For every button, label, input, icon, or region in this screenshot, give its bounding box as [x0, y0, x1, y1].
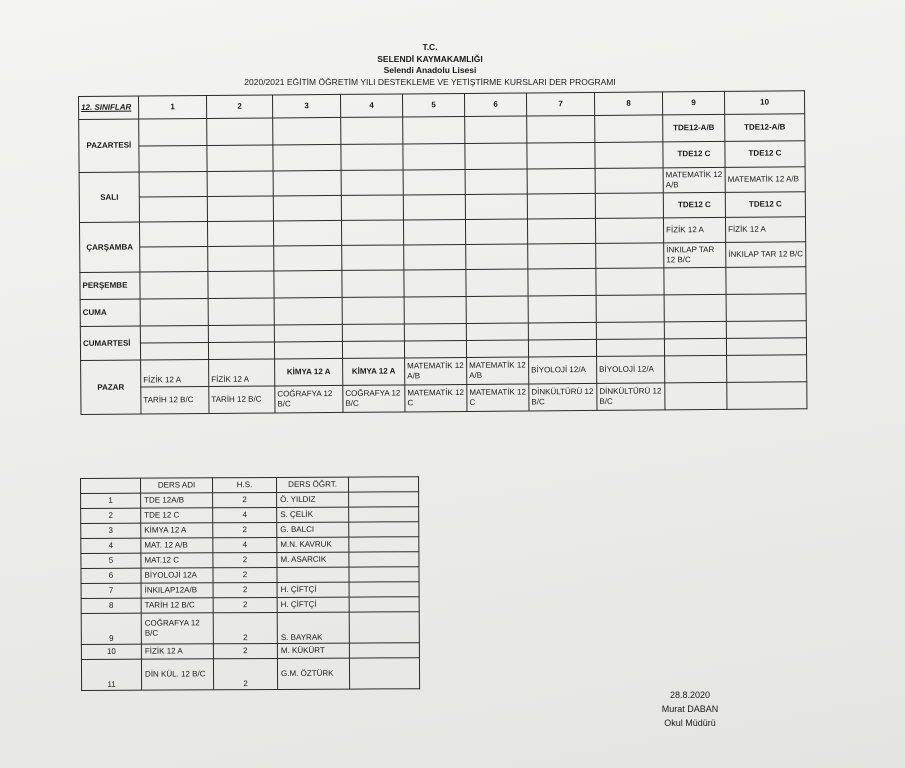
schedule-cell: MATEMATİK 12 C — [405, 384, 467, 411]
signature-date: 28.8.2020 — [669, 690, 711, 700]
schedule-cell: TDE12-A/B — [725, 114, 805, 141]
day-label-wednesday: ÇARŞAMBA — [79, 222, 139, 272]
table-row — [81, 492, 419, 509]
course-hours: 2 — [213, 522, 277, 537]
schedule-cell — [466, 323, 528, 340]
schedule-cell — [341, 170, 403, 195]
row-number: 6 — [81, 568, 141, 583]
row-number: 10 — [81, 644, 141, 659]
schedule-cell: MATEMATİK 12 C — [467, 384, 529, 411]
day-label-sunday: PAZAR — [81, 360, 141, 414]
period-header: 8 — [594, 92, 662, 116]
empty-cell — [349, 597, 419, 612]
course-hours: 2 — [213, 552, 277, 567]
schedule-cell — [207, 144, 273, 171]
schedule-cell — [466, 340, 528, 357]
schedule-cell — [404, 340, 466, 357]
period-header: 4 — [340, 94, 402, 117]
schedule-cell — [208, 342, 274, 360]
schedule-cell: TDE12 C — [725, 192, 805, 218]
schedule-cell: KİMYA 12 A — [275, 358, 343, 386]
table-row — [81, 612, 419, 645]
schedule-cell — [207, 118, 273, 145]
course-hours: 2 — [213, 658, 277, 689]
schedule-cell — [139, 221, 207, 247]
schedule-cell — [140, 325, 208, 343]
schedule-cell — [273, 195, 341, 221]
course-hours: 2 — [213, 492, 277, 507]
schedule-cell: COĞRAFYA 12 B/C — [343, 385, 405, 412]
schedule-cell — [465, 194, 527, 219]
schedule-cell — [404, 269, 466, 296]
period-header: 6 — [464, 93, 526, 116]
schedule-cell — [273, 117, 341, 144]
table-row — [81, 582, 419, 599]
schedule-cell — [274, 297, 342, 325]
row-number: 11 — [81, 659, 141, 690]
course-teacher: G.M. ÖZTÜRK — [277, 658, 349, 689]
schedule-cell — [596, 243, 664, 269]
schedule-cell — [140, 342, 208, 360]
schedule-cell — [596, 339, 664, 357]
schedule-cell — [664, 294, 726, 321]
course-hours: 4 — [213, 537, 277, 552]
schedule-cell — [273, 144, 341, 171]
schedule-cell — [527, 168, 595, 194]
schedule-cell — [726, 267, 806, 295]
schedule-cell — [664, 321, 726, 338]
empty-cell — [349, 552, 419, 567]
schedule-cell — [528, 322, 596, 340]
schedule-cell — [274, 245, 342, 271]
course-hours: 4 — [213, 507, 277, 522]
course-teacher: S. BAYRAK — [277, 612, 349, 643]
schedule-cell: İNKILAP TAR 12 B/C — [664, 242, 726, 267]
course-name: MAT. 12 A/B — [141, 538, 213, 553]
schedule-cell: TDE12-A/B — [663, 114, 725, 141]
schedule-cell — [528, 243, 596, 269]
schedule-cell — [273, 220, 341, 246]
schedule-cell — [596, 268, 664, 296]
table-row — [81, 507, 419, 524]
course-name: BİYOLOJİ 12A — [141, 568, 213, 583]
schedule-cell — [139, 145, 207, 172]
header-cell — [348, 477, 418, 492]
course-table-header — [81, 477, 419, 494]
empty-cell — [349, 643, 419, 658]
schedule-cell — [403, 169, 465, 194]
schedule-cell — [342, 245, 404, 270]
course-name: TDE 12 C — [141, 508, 213, 523]
period-header: 5 — [402, 93, 464, 116]
schedule-cell — [664, 267, 726, 294]
schedule-cell: TARİH 12 B/C — [141, 386, 209, 414]
schedule-cell: BİYOLOJİ 12/A — [529, 356, 597, 384]
schedule-cell — [403, 116, 465, 143]
schedule-cell — [527, 142, 595, 169]
schedule-cell — [140, 246, 208, 272]
schedule-cell: KİMYA 12 A — [343, 358, 405, 385]
schedule-cell: FİZİK 12 A — [141, 359, 209, 387]
header-cell — [81, 478, 141, 493]
course-teacher: G. BALCI — [277, 522, 349, 537]
schedule-cell — [595, 193, 663, 219]
schedule-cell — [595, 168, 663, 194]
schedule-cell — [403, 194, 465, 219]
course-teacher: H. ÇİFTÇİ — [277, 582, 349, 597]
document-header — [240, 42, 620, 88]
schedule-cell — [341, 195, 403, 220]
course-name: FİZİK 12 A — [141, 644, 213, 659]
schedule-cell — [596, 322, 664, 340]
schedule-cell — [528, 268, 596, 296]
empty-cell — [349, 522, 419, 537]
schedule-cell — [528, 339, 596, 357]
schedule-row — [81, 382, 807, 415]
course-name: COĞRAFYA 12 B/C — [141, 613, 213, 644]
period-header: 3 — [272, 94, 340, 118]
schedule-cell — [466, 296, 528, 323]
schedule-cell — [273, 170, 341, 196]
schedule-cell — [139, 196, 207, 222]
period-header: 10 — [724, 91, 804, 115]
schedule-cell — [466, 244, 528, 269]
schedule-cell — [595, 141, 663, 168]
schedule-cell — [665, 382, 727, 409]
row-number: 1 — [81, 493, 141, 508]
signature-name: Murat DABAN — [661, 704, 719, 714]
table-row — [81, 522, 419, 539]
schedule-cell — [207, 221, 273, 247]
schedule-corner-label: 12. SINIFLAR — [79, 96, 139, 119]
course-name: DİN KÜL. 12 B/C — [141, 659, 213, 690]
schedule-cell — [465, 142, 527, 169]
empty-cell — [349, 492, 419, 507]
day-label-tuesday: SALI — [79, 172, 139, 222]
period-header: 1 — [139, 95, 207, 119]
schedule-cell: MATEMATİK 12 A/B — [467, 357, 529, 384]
schedule-cell — [342, 297, 404, 324]
schedule-cell — [139, 118, 207, 145]
row-number: 7 — [81, 583, 141, 598]
course-name: İNKILAP12A/B — [141, 583, 213, 598]
schedule-cell — [465, 169, 527, 194]
empty-cell — [349, 658, 419, 689]
empty-cell — [349, 507, 419, 522]
course-teacher: M. KÜKÜRT — [277, 643, 349, 658]
schedule-cell: FİZİK 12 A — [663, 217, 725, 242]
signature-title: Okul Müdürü — [664, 718, 716, 728]
schedule-cell — [726, 338, 806, 356]
schedule-cell — [404, 244, 466, 269]
schedule-cell — [465, 116, 527, 143]
schedule-cell: TDE12 C — [663, 141, 725, 168]
schedule-cell — [595, 115, 663, 142]
schedule-cell — [727, 382, 807, 410]
row-number: 8 — [81, 598, 141, 613]
schedule-cell — [342, 270, 404, 297]
header-hours: H.S. — [213, 477, 277, 492]
row-number: 3 — [81, 523, 141, 538]
course-schedule-table — [78, 90, 807, 415]
schedule-cell — [665, 355, 727, 382]
header-teacher: DERS ÖĞRT. — [276, 477, 348, 492]
schedule-cell: FİZİK 12 A — [209, 359, 275, 387]
schedule-cell — [274, 270, 342, 298]
schedule-cell — [403, 219, 465, 244]
schedule-cell — [208, 246, 274, 272]
row-number: 9 — [81, 613, 141, 644]
empty-cell — [349, 537, 419, 552]
schedule-cell: MATEMATİK 12 A/B — [405, 357, 467, 384]
course-teacher: M.N. KAVRUK — [277, 537, 349, 552]
row-number: 5 — [81, 553, 141, 568]
empty-cell — [349, 612, 419, 643]
schedule-cell — [341, 143, 403, 170]
schedule-cell — [208, 298, 274, 326]
signature-block — [640, 688, 740, 730]
course-hours: 2 — [213, 582, 277, 597]
row-number: 2 — [81, 508, 141, 523]
course-name: KİMYA 12 A — [141, 523, 213, 538]
schedule-cell — [466, 269, 528, 296]
schedule-cell — [596, 295, 664, 323]
schedule-cell — [140, 271, 208, 299]
schedule-cell: BİYOLOJİ 12/A — [597, 356, 665, 384]
table-row — [81, 597, 419, 614]
schedule-cell: İNKILAP TAR 12 B/C — [726, 242, 806, 268]
schedule-cell — [208, 325, 274, 343]
period-header: 7 — [526, 92, 594, 116]
course-name: TARİH 12 B/C — [141, 598, 213, 613]
schedule-cell — [140, 298, 208, 326]
course-teacher: H. ÇİFTÇİ — [277, 597, 349, 612]
empty-cell — [349, 567, 419, 582]
schedule-cell — [465, 219, 527, 244]
course-name: TDE 12A/B — [141, 493, 213, 508]
schedule-cell — [341, 220, 403, 245]
schedule-cell — [139, 171, 207, 197]
schedule-cell — [207, 171, 273, 197]
day-label-thursday: PERŞEMBE — [80, 272, 140, 299]
schedule-cell: MATEMATİK 12 A/B — [663, 167, 725, 192]
table-row — [81, 658, 419, 691]
schedule-cell — [403, 143, 465, 170]
schedule-cell — [342, 324, 404, 341]
schedule-cell — [527, 193, 595, 219]
course-teacher-table — [80, 476, 420, 691]
schedule-cell — [726, 321, 806, 339]
period-header: 2 — [206, 95, 272, 119]
empty-cell — [349, 582, 419, 597]
schedule-cell — [208, 271, 274, 299]
schedule-cell — [404, 323, 466, 340]
table-row — [81, 537, 419, 554]
table-row — [81, 552, 419, 569]
schedule-cell — [595, 218, 663, 244]
period-header: 9 — [662, 91, 724, 114]
schedule-cell — [664, 338, 726, 355]
header-line-title: 2020/2021 EĞİTİM ÖĞRETİM YILI DESTEKLEME VE YETİŞTİRME KURSLARI DER PROGRAMI — [244, 76, 616, 87]
day-label-monday: PAZARTESİ — [79, 119, 139, 172]
schedule-cell: TDE12 C — [663, 192, 725, 217]
schedule-cell — [404, 296, 466, 323]
schedule-cell — [342, 341, 404, 358]
schedule-cell: DİNKÜLTÜRÜ 12 B/C — [597, 383, 665, 411]
schedule-cell: FİZİK 12 A — [725, 217, 805, 243]
course-teacher — [277, 567, 349, 582]
header-line-kaymakamlik: SELENDİ KAYMAKAMLIĞI — [377, 53, 483, 64]
day-label-friday: CUMA — [80, 299, 140, 326]
schedule-cell: TDE12 C — [725, 140, 805, 167]
course-hours: 2 — [213, 643, 277, 658]
schedule-cell — [527, 115, 595, 142]
day-label-saturday: CUMARTESİ — [80, 326, 140, 360]
header-line-tc: T.C. — [422, 42, 438, 52]
table-row — [81, 567, 419, 584]
course-name: MAT.12 C — [141, 553, 213, 568]
header-course-name: DERS ADI — [141, 478, 213, 493]
schedule-cell: COĞRAFYA 12 B/C — [275, 385, 343, 413]
row-number: 4 — [81, 538, 141, 553]
schedule-cell — [726, 294, 806, 322]
course-teacher: S. ÇELİK — [277, 507, 349, 522]
schedule-cell — [341, 117, 403, 144]
schedule-cell — [527, 218, 595, 244]
schedule-cell — [274, 341, 342, 359]
schedule-cell — [274, 324, 342, 342]
course-hours: 2 — [213, 567, 277, 582]
schedule-cell — [207, 196, 273, 222]
schedule-cell: DİNKÜLTÜRÜ 12 B/C — [529, 383, 597, 411]
schedule-cell: TARİH 12 B/C — [209, 386, 275, 414]
schedule-cell: MATEMATİK 12 A/B — [725, 167, 805, 193]
schedule-cell — [727, 355, 807, 383]
course-hours: 2 — [213, 597, 277, 612]
course-hours: 2 — [213, 612, 277, 643]
course-teacher: Ö. YILDIZ — [277, 492, 349, 507]
header-line-school: Selendi Anadolu Lisesi — [383, 65, 477, 75]
schedule-cell — [528, 295, 596, 323]
table-row — [81, 643, 419, 660]
course-teacher: M. ASARCIK — [277, 552, 349, 567]
